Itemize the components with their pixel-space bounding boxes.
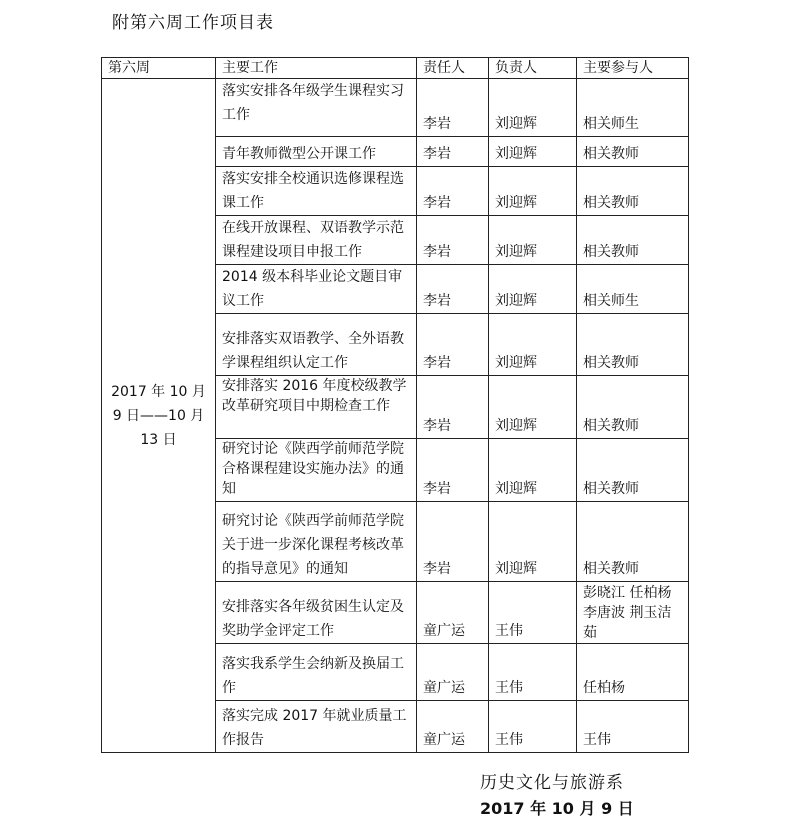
header-lead: 负责人 bbox=[489, 58, 577, 79]
lead-cell: 刘迎辉 bbox=[489, 376, 577, 439]
table-row bbox=[102, 79, 689, 137]
participants-cell: 任柏杨 bbox=[577, 644, 689, 701]
lead-cell: 刘迎辉 bbox=[489, 167, 577, 216]
participants-cell: 王伟 bbox=[577, 701, 689, 753]
responsible-cell: 童广运 bbox=[417, 701, 489, 753]
responsible-cell: 李岩 bbox=[417, 376, 489, 439]
participants-cell: 相关教师 bbox=[577, 314, 689, 376]
lead-cell: 王伟 bbox=[489, 582, 577, 644]
participants-cell: 相关教师 bbox=[577, 216, 689, 265]
lead-cell: 刘迎辉 bbox=[489, 314, 577, 376]
work-cell: 2014 级本科毕业论文题目审议工作 bbox=[216, 265, 417, 314]
header-week: 第六周 bbox=[102, 58, 216, 79]
work-cell: 研究讨论《陕西学前师范学院合格课程建设实施办法》的通知 bbox=[216, 439, 417, 502]
work-cell: 青年教师微型公开课工作 bbox=[216, 137, 417, 167]
footer-date: 2017 年 10 月 9 日 bbox=[480, 799, 634, 818]
responsible-cell: 李岩 bbox=[417, 167, 489, 216]
lead-cell: 刘迎辉 bbox=[489, 137, 577, 167]
work-cell: 安排落实 2016 年度校级教学改革研究项目中期检查工作 bbox=[216, 376, 417, 439]
participants-cell: 相关教师 bbox=[577, 167, 689, 216]
responsible-cell: 李岩 bbox=[417, 79, 489, 137]
header-responsible: 责任人 bbox=[417, 58, 489, 79]
responsible-cell: 童广运 bbox=[417, 582, 489, 644]
table-header-row bbox=[102, 58, 689, 79]
lead-cell: 王伟 bbox=[489, 701, 577, 753]
participants-cell: 相关师生 bbox=[577, 265, 689, 314]
participants-cell: 彭晓江 任柏杨 李唐波 荆玉洁茹 bbox=[577, 582, 689, 644]
week-range-cell: 2017 年 10 月 9 日——10 月 13 日 bbox=[102, 79, 216, 753]
schedule-table bbox=[101, 57, 689, 753]
responsible-cell: 李岩 bbox=[417, 314, 489, 376]
responsible-cell: 李岩 bbox=[417, 265, 489, 314]
work-cell: 安排落实各年级贫困生认定及奖助学金评定工作 bbox=[216, 582, 417, 644]
footer-department: 历史文化与旅游系 bbox=[480, 773, 624, 793]
header-work: 主要工作 bbox=[216, 58, 417, 79]
responsible-cell: 李岩 bbox=[417, 439, 489, 502]
header-participants: 主要参与人 bbox=[577, 58, 689, 79]
page-title: 附第六周工作项目表 bbox=[112, 13, 274, 33]
responsible-cell: 李岩 bbox=[417, 502, 489, 582]
responsible-cell: 李岩 bbox=[417, 137, 489, 167]
responsible-cell: 李岩 bbox=[417, 216, 489, 265]
work-cell: 落实安排全校通识选修课程选课工作 bbox=[216, 167, 417, 216]
lead-cell: 刘迎辉 bbox=[489, 439, 577, 502]
lead-cell: 刘迎辉 bbox=[489, 265, 577, 314]
participants-cell: 相关教师 bbox=[577, 376, 689, 439]
participants-cell: 相关教师 bbox=[577, 137, 689, 167]
lead-cell: 刘迎辉 bbox=[489, 502, 577, 582]
work-cell: 落实完成 2017 年就业质量工作报告 bbox=[216, 701, 417, 753]
participants-cell: 相关师生 bbox=[577, 79, 689, 137]
work-cell: 在线开放课程、双语教学示范课程建设项目申报工作 bbox=[216, 216, 417, 265]
lead-cell: 王伟 bbox=[489, 644, 577, 701]
lead-cell: 刘迎辉 bbox=[489, 79, 577, 137]
work-cell: 研究讨论《陕西学前师范学院关于进一步深化课程考核改革的指导意见》的通知 bbox=[216, 502, 417, 582]
lead-cell: 刘迎辉 bbox=[489, 216, 577, 265]
work-cell: 落实安排各年级学生课程实习工作 bbox=[216, 79, 417, 137]
participants-cell: 相关教师 bbox=[577, 439, 689, 502]
participants-cell: 相关教师 bbox=[577, 502, 689, 582]
work-cell: 落实我系学生会纳新及换届工作 bbox=[216, 644, 417, 701]
work-cell: 安排落实双语教学、全外语教学课程组织认定工作 bbox=[216, 314, 417, 376]
responsible-cell: 童广运 bbox=[417, 644, 489, 701]
